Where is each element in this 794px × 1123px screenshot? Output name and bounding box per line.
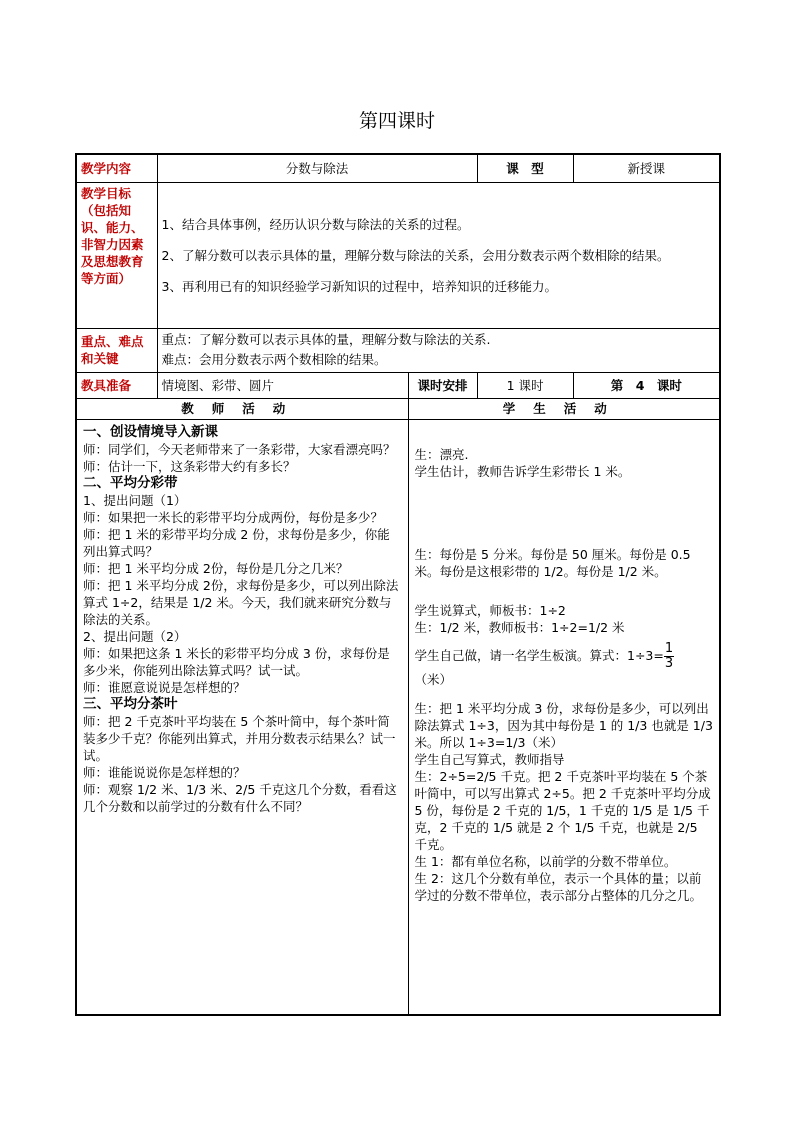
content-value: 分数与除法 bbox=[157, 154, 477, 182]
period-label: 第 4 课时 bbox=[573, 372, 720, 398]
prep-label: 教具准备 bbox=[76, 372, 157, 398]
teacher-line: 师：同学们，今天老师带来了一条彩带，大家看漂亮吗？ bbox=[83, 441, 396, 457]
teacher-line: 师：如果把一米长的彩带平均分成两份，每份是多少？ bbox=[83, 509, 384, 525]
lesson-plan-table bbox=[75, 153, 721, 1016]
difficult-point: 难点：会用分数表示两个数相除的结果。 bbox=[161, 352, 387, 367]
section-heading: 二、平均分彩带 bbox=[83, 474, 178, 491]
content-label: 教学内容 bbox=[76, 154, 157, 182]
prep-value: 情境图、彩带、圆片 bbox=[157, 372, 408, 398]
student-line: 生：把 1 米平均分成 3 份，求每份是多少，可以列出除法算式 1÷3，因为其中每份是 1 的 1/3 也就是 1/3 米。所以 1÷3=1/3（米） bbox=[414, 700, 713, 750]
teacher-line: 1、提出问题（1） bbox=[83, 492, 187, 508]
section-heading: 一、创设情境导入新课 bbox=[83, 423, 218, 440]
teacher-line: 2、提出问题（2） bbox=[83, 628, 187, 644]
keypoints-cell bbox=[157, 328, 720, 372]
student-fraction-text: 学生自己做，请一名学生板演。算式：1÷3= bbox=[414, 647, 664, 663]
fraction-numerator: 1 bbox=[664, 640, 674, 656]
teacher-line: 师：谁能说说你是怎样想的？ bbox=[83, 764, 246, 780]
student-line: 学生自己写算式，教师指导 bbox=[414, 751, 565, 767]
teacher-column-header: 教师活动 bbox=[76, 398, 408, 419]
schedule-value: 1 课时 bbox=[477, 372, 573, 398]
teacher-line: 师：把 1 米的彩带平均分成 2 份，求每份是多少，你能列出算式吗？ bbox=[83, 526, 390, 559]
type-label: 课 型 bbox=[477, 154, 573, 182]
student-line: 生：每份是 5 分米。每份是 50 厘米。每份是 0.5 米。每份是这根彩带的 1/2。每份是 1/2 米。 bbox=[414, 546, 691, 579]
objective-item: 1、结合具体事例，经历认识分数与除法的关系的过程。 bbox=[161, 216, 470, 232]
keypoints-label: 重点、难点和关键 bbox=[76, 328, 157, 372]
teacher-line: 师：观察 1/2 米、1/3 米、2/5 千克这几个分数，看看这几个分数和以前学过的分数有什么不同？ bbox=[83, 781, 397, 814]
teacher-line: 师：把 1 米平均分成 2份，求每份是多少，可以列出除法算式 1÷2，结果是 1/2 米。今天，我们就来研究分数与除法的关系。 bbox=[83, 577, 399, 627]
activity-row bbox=[76, 419, 720, 1015]
fraction-denominator: 3 bbox=[664, 655, 674, 671]
student-line: 学生估计，教师告诉学生彩带长 1 米。 bbox=[414, 463, 631, 479]
content-row bbox=[76, 154, 720, 182]
objective-item: 3、再利用已有的知识经验学习新知识的过程中，培养知识的迁移能力。 bbox=[161, 278, 557, 294]
fraction-one-third bbox=[664, 642, 674, 671]
teacher-line: 师：把 1 米平均分成 2份，每份是几分之几米？ bbox=[83, 560, 349, 576]
teacher-line: 师：把 2 千克茶叶平均装在 5 个茶叶简中，每个茶叶简装多少千克？你能列出算式，并用分数表示结果么？试一试。 bbox=[83, 713, 396, 763]
prep-row bbox=[76, 372, 720, 398]
student-line: 生 2：这几个分数有单位，表示一个具体的量；以前学过的分数不带单位，表示部分占整体的几分之几。 bbox=[414, 870, 703, 903]
student-activities bbox=[408, 419, 720, 1015]
objectives-label: 教学目标（包括知识、能力、非智力因素及思想教育等方面） bbox=[76, 182, 157, 328]
teacher-line: 师：如果把这条 1 米长的彩带平均分成 3 份，求每份是多少米，你能列出除法算式吗？试一试。 bbox=[83, 645, 390, 678]
student-line: 生 1：都有单位名称，以前学的分数不带单位。 bbox=[414, 853, 677, 869]
type-value: 新授课 bbox=[573, 154, 720, 182]
keypoints-row bbox=[76, 328, 720, 372]
page-title: 第四课时 bbox=[358, 110, 435, 132]
student-column-header: 学生活动 bbox=[408, 398, 720, 419]
student-line: 生：1/2 米，教师板书：1÷2=1/2 米 bbox=[414, 619, 625, 635]
activity-header-row bbox=[76, 398, 720, 419]
schedule-label: 课时安排 bbox=[408, 372, 477, 398]
student-line: 学生说算式，师板书：1÷2 bbox=[414, 602, 566, 618]
teacher-activities bbox=[76, 419, 408, 1015]
objectives-row bbox=[76, 182, 720, 328]
key-point: 重点：了解分数可以表示具体的量，理解分数与除法的关系. bbox=[161, 332, 491, 347]
student-unit: （米） bbox=[414, 671, 453, 687]
objectives-cell bbox=[157, 182, 720, 328]
section-heading: 三、平均分茶叶 bbox=[83, 695, 178, 712]
student-line: 生：漂亮. bbox=[414, 446, 469, 462]
teacher-line: 师：谁愿意说说是怎样想的？ bbox=[83, 679, 246, 695]
teacher-line: 师：估计一下，这条彩带大约有多长？ bbox=[83, 458, 296, 474]
student-line bbox=[415, 642, 714, 688]
student-line: 生：2÷5=2/5 千克。把 2 千克茶叶平均装在 5 个茶叶简中，可以写出算式 2÷5。把 2 千克茶叶平均分成 5 份，每份是 2 千克的 1/5，1 千克的 1/5 是 1/5 千克，2 千克的 1/5 就是 2 个 1/5 千克，也就是 2/5 千克。 bbox=[414, 768, 711, 852]
objective-item: 2、了解分数可以表示具体的量，理解分数与除法的关系，会用分数表示两个数相除的结果。 bbox=[161, 247, 670, 263]
